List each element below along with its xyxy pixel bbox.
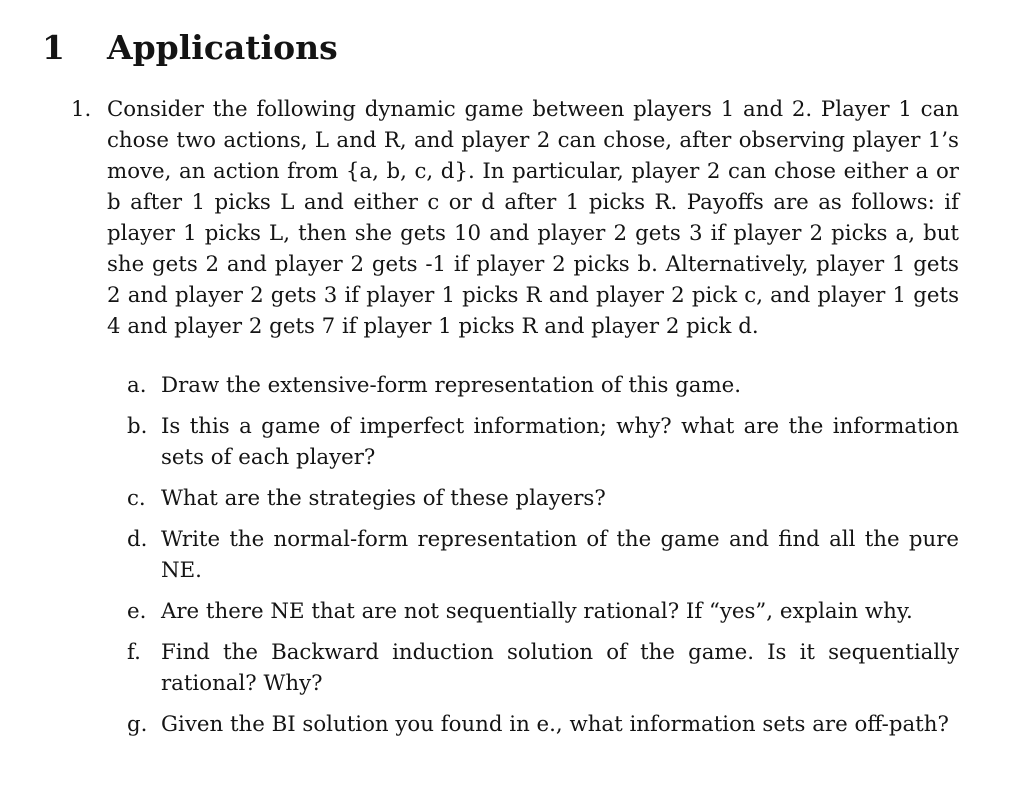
subquestion-c <box>127 483 959 514</box>
subquestion-list <box>127 370 959 750</box>
subquestion-f <box>127 637 959 699</box>
subquestion-line: sets of each player? <box>161 445 376 470</box>
problem-line: move, an action from {a, b, c, d}. In particular, player 2 can chose either a or <box>107 159 959 184</box>
subquestion-line: rational? Why? <box>161 671 323 696</box>
problem-number: 1. <box>71 97 92 122</box>
problem-line: chose two actions, L and R, and player 2 can chose, after observing player 1’s <box>107 128 959 153</box>
subquestion-line: NE. <box>161 558 202 583</box>
subquestion-d <box>127 524 959 586</box>
subquestion-line: Is this a game of imperfect information; why? what are the information <box>161 414 959 439</box>
subquestion-label: c. <box>127 486 146 511</box>
problem-line: player 1 picks L, then she gets 10 and player 2 gets 3 if player 2 picks a, but <box>107 221 959 246</box>
subquestion-line: Find the Backward induction solution of the game. Is it sequentially <box>161 640 959 665</box>
section-heading <box>42 26 338 70</box>
subquestion-line: What are the strategies of these players? <box>161 486 606 511</box>
subquestion-label: a. <box>127 373 147 398</box>
subquestion-label: g. <box>127 712 148 737</box>
problem-line: b after 1 picks L and either c or d after 1 picks R. Payoffs are as follows: if <box>107 190 959 215</box>
problem-line: she gets 2 and player 2 gets -1 if player 2 picks b. Alternatively, player 1 gets <box>107 252 959 277</box>
problem-line: 2 and player 2 gets 3 if player 1 picks R and player 2 pick c, and player 1 gets <box>107 283 959 308</box>
subquestion-g <box>127 709 959 740</box>
subquestion-a <box>127 370 959 401</box>
subquestion-label: d. <box>127 527 148 552</box>
subquestion-label: f. <box>127 640 141 665</box>
subquestion-b <box>127 411 959 473</box>
problem-1 <box>71 94 959 342</box>
section-title: Applications <box>107 28 338 67</box>
subquestion-e <box>127 596 959 627</box>
problem-line: Consider the following dynamic game between players 1 and 2. Player 1 can <box>107 97 959 122</box>
subquestion-line: Given the BI solution you found in e., what information sets are off-path? <box>161 712 949 737</box>
subquestion-line: Write the normal-form representation of the game and find all the pure <box>161 527 959 552</box>
problem-line: 4 and player 2 gets 7 if player 1 picks R and player 2 pick d. <box>107 314 759 339</box>
problem-statement <box>107 94 959 342</box>
subquestion-line: Are there NE that are not sequentially rational? If “yes”, explain why. <box>161 599 913 624</box>
subquestion-label: b. <box>127 414 148 439</box>
subquestion-line: Draw the extensive-form representation of this game. <box>161 373 742 398</box>
subquestion-label: e. <box>127 599 147 624</box>
section-number: 1 <box>42 28 65 67</box>
